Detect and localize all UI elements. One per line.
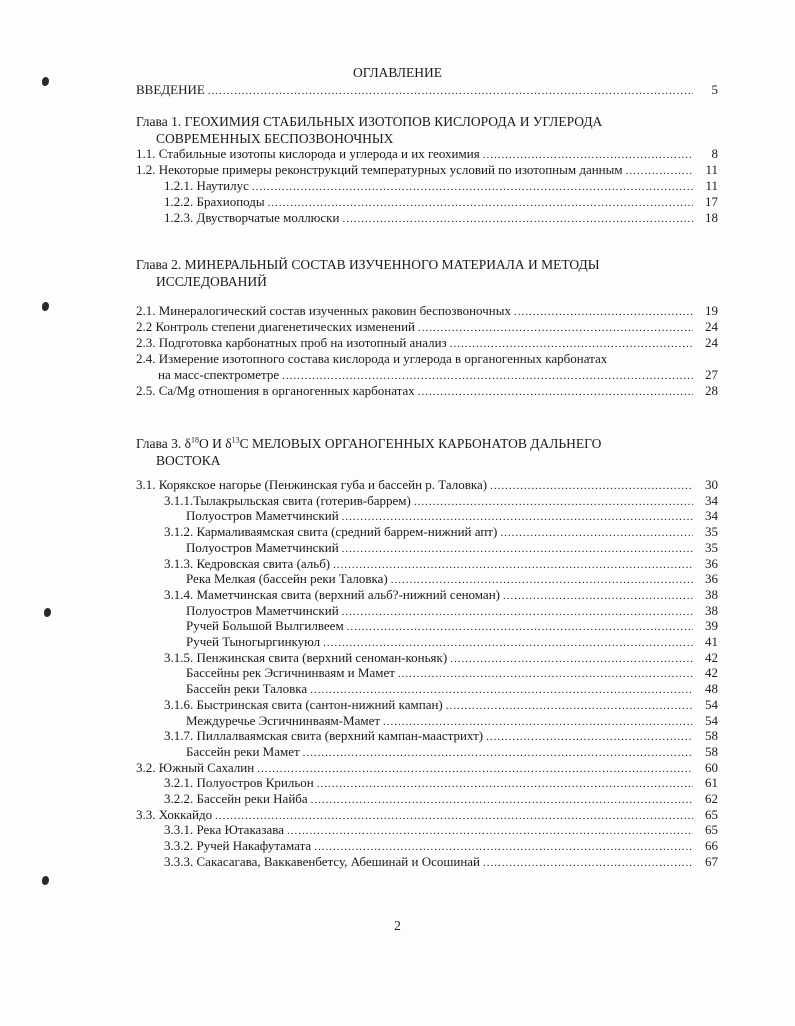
toc-entry-label: Ручей Тыногыргинкуюл: [186, 634, 321, 649]
toc-page-number: 35: [705, 539, 718, 555]
chapter-heading-line: Глава 2. МИНЕРАЛЬНЫЙ СОСТАВ ИЗУЧЕННОГО МАТЕРИАЛА И МЕТОДЫ: [136, 257, 600, 272]
toc-entry[interactable]: [164, 791, 718, 808]
toc-page-number: 5: [711, 82, 718, 97]
toc-leader: [317, 776, 693, 792]
toc-entry[interactable]: [136, 303, 718, 320]
toc-leader: [282, 368, 693, 384]
chapter-heading-line: СОВРЕМЕННЫХ БЕСПОЗВОНОЧНЫХ: [156, 131, 394, 146]
toc-entry-label: 2.5. Ca/Mg отношения в органогенных карбонатах: [136, 383, 415, 398]
toc-page-number: 39: [705, 618, 718, 634]
toc-page-number: 41: [705, 634, 718, 649]
toc-entry-label: 3.1.1.Тылакрыльская свита (готерив-баррем): [164, 492, 411, 508]
toc-leader: [215, 808, 693, 824]
toc-page-number: 54: [705, 712, 718, 728]
toc-leader: [483, 855, 693, 871]
toc-entry-label: 3.1.3. Кедровская свита (альб): [164, 555, 331, 571]
toc-page-number: 36: [705, 571, 718, 587]
chapter-heading-line: Глава 1. ГЕОХИМИЯ СТАБИЛЬНЫХ ИЗОТОПОВ КИСЛОРОДА И УГЛЕРОДА: [136, 114, 603, 129]
toc-page-number: 27: [705, 367, 718, 382]
toc-page-number: 58: [705, 743, 718, 759]
page-title: ОГЛАВЛЕНИЕ: [352, 65, 443, 80]
toc-leader: [303, 745, 693, 761]
toc-entry-label: Полуостров Маметчинский: [186, 602, 339, 618]
toc-entry[interactable]: [186, 665, 718, 682]
toc-entry-label: 3.3.1. Река Ютаказава: [164, 822, 284, 838]
toc-page-number: 48: [705, 681, 718, 697]
toc-leader: [398, 666, 693, 682]
toc-page-number: 18: [705, 210, 718, 225]
toc-entry[interactable]: [136, 162, 718, 179]
toc-entry[interactable]: [164, 178, 718, 195]
toc-leader: [383, 714, 693, 730]
toc-leader: [314, 839, 693, 855]
toc-entry[interactable]: [164, 650, 718, 667]
chapter-heading-line: ВОСТОКА: [156, 452, 221, 468]
toc-entry[interactable]: [186, 713, 718, 730]
toc-page-number: 62: [705, 791, 718, 806]
toc-leader: [287, 823, 693, 839]
toc-leader: [257, 761, 693, 777]
toc-page-number: 17: [705, 194, 718, 209]
toc-page-number: 65: [705, 806, 718, 822]
toc-page-number: 38: [705, 586, 718, 602]
toc-page-number: 60: [705, 759, 718, 775]
toc-entry[interactable]: [164, 854, 718, 871]
chapter-heading-line: ИССЛЕДОВАНИЙ: [156, 274, 267, 289]
toc-leader: [450, 336, 693, 352]
toc-entry[interactable]: [136, 335, 718, 352]
toc-entry[interactable]: [164, 524, 718, 541]
toc-leader: [252, 179, 693, 195]
toc-page-number: 36: [705, 555, 718, 571]
toc-entry[interactable]: [136, 760, 718, 777]
toc-page-number: 8: [711, 146, 718, 161]
toc-entry-label: 3.1.5. Пенжинская свита (верхний сеноман-коньяк): [164, 649, 448, 665]
toc-entry[interactable]: [186, 634, 718, 651]
toc-entry-label: 3.3. Хоккайдо: [136, 806, 213, 822]
toc-entry-label: 3.2. Южный Сахалин: [136, 759, 255, 775]
chapter-3-heading[interactable]: [136, 431, 696, 469]
toc-entry[interactable]: [164, 556, 718, 573]
toc-entry[interactable]: [164, 697, 718, 714]
toc-entry[interactable]: [136, 383, 718, 400]
chapter-heading-line: Глава 3. $\delta^{18}O$ И $\delta^{13}C$ МЕЛОВЫХ ОРГАНОГЕННЫХ КАРБОНАТОВ ДАЛЬНЕГО: [136, 435, 602, 451]
toc-entry[interactable]: [186, 681, 718, 698]
toc-page-number: 66: [705, 838, 718, 854]
toc-page-number: 67: [705, 853, 718, 869]
chapter-2-heading[interactable]: [136, 256, 696, 290]
chapter-1-heading[interactable]: [136, 113, 696, 147]
toc-leader: [342, 509, 693, 525]
toc-entry-intro[interactable]: [136, 82, 718, 99]
toc-entry[interactable]: [164, 838, 718, 855]
page-number: 2: [394, 918, 401, 933]
toc-entry-label: 3.1.4. Маметчинская свита (верхний альб?-нижний сеноман): [164, 586, 500, 602]
toc-leader: [490, 478, 693, 494]
toc-page-number: 28: [705, 383, 718, 398]
toc-entry[interactable]: [164, 210, 718, 227]
toc-leader: [310, 682, 693, 698]
toc-entry[interactable]: [136, 146, 718, 163]
toc-page-number: 61: [705, 775, 718, 791]
toc-entry-label: Полуостров Маметчинский: [186, 508, 339, 524]
toc-entry-label: 3.1.6. Быстринская свита (сантон-нижний кампан): [164, 696, 443, 712]
toc-leader: [342, 541, 693, 557]
toc-page-number: 38: [705, 602, 718, 618]
toc-page-number: 19: [705, 303, 718, 318]
toc-entry-continuation[interactable]: [158, 367, 718, 384]
toc-entry-label: 1.2.3. Двустворчатые моллюски: [164, 210, 340, 225]
toc-leader: [500, 525, 693, 541]
toc-entry[interactable]: [164, 493, 718, 510]
toc-entry-label: 1.2.2. Брахиоподы: [164, 194, 265, 209]
toc-entry-label: 1.2.1. Наутилус: [164, 178, 249, 193]
toc-entry[interactable]: [164, 587, 718, 604]
toc-entry[interactable]: [164, 822, 718, 839]
binder-hole: [42, 876, 49, 885]
toc-leader: [333, 557, 693, 573]
toc-leader: [342, 211, 693, 227]
toc-entry-label: Бассейны рек Эсгичнинваям и Мамет: [186, 665, 395, 681]
toc-page-number: 42: [705, 649, 718, 665]
toc-page-number: 11: [705, 178, 718, 193]
toc-leader: [503, 588, 693, 604]
toc-entry-label: ВВЕДЕНИЕ: [136, 82, 205, 97]
toc-leader: [414, 494, 693, 510]
toc-entry-label: Полуостров Маметчинский: [186, 539, 339, 555]
toc-leader: [626, 163, 693, 179]
toc-page-number: 34: [705, 492, 718, 508]
toc-entry-label: 2.1. Минералогический состав изученных раковин беспозвоночных: [136, 303, 511, 318]
toc-page-number: 58: [705, 728, 718, 744]
toc-leader: [208, 83, 693, 99]
toc-entry[interactable]: [186, 508, 718, 525]
toc-page-number: 24: [705, 335, 718, 350]
toc-entry[interactable]: [136, 477, 718, 494]
toc-leader: [311, 792, 693, 808]
toc-entry-label: 2.4. Измерение изотопного состава кислорода и углерода в органогенных карбонатах: [136, 351, 608, 366]
toc-leader: [483, 147, 693, 163]
toc-entry-label: Междуречье Эсгичнинваям-Мамет: [186, 712, 381, 728]
toc-entry-label: 3.2.1. Полуостров Крильон: [164, 775, 314, 791]
toc-page-number: 42: [705, 665, 718, 681]
toc-leader: [323, 635, 693, 651]
toc-entry-label: 3.1.2. Кармаливаямская свита (средний баррем-нижний апт): [164, 524, 498, 540]
toc-entry-label: 1.1. Стабильные изотопы кислорода и углерода и их геохимия: [136, 146, 480, 161]
toc-leader: [342, 604, 693, 620]
toc-leader: [347, 619, 693, 635]
toc-entry[interactable]: [186, 618, 718, 635]
toc-entry[interactable]: [136, 319, 718, 336]
toc-entry[interactable]: [186, 603, 718, 620]
toc-entry-label: 3.1.7. Пиллалваямская свита (верхний кампан-маастрихт): [164, 728, 484, 744]
toc-entry[interactable]: [186, 540, 718, 557]
toc-leader: [514, 304, 693, 320]
toc-entry-label: 2.3. Подготовка карбонатных проб на изотопный анализ: [136, 335, 447, 350]
toc-entry[interactable]: [136, 807, 718, 824]
toc-page-number: 30: [705, 477, 718, 492]
toc-page-number: 34: [705, 508, 718, 524]
toc-entry-label: Бассейн реки Мамет: [186, 743, 300, 759]
toc-leader: [450, 651, 693, 667]
toc-entry[interactable]: [164, 775, 718, 792]
toc-entry-label: 3.3.2. Ручей Накафутамата: [164, 838, 312, 854]
toc-entry-label: 2.2 Контроль степени диагенетических изменений: [136, 319, 415, 334]
toc-entry-label: 3.3.3. Сакасагава, Ваккавенбетсу, Абешинай и Осошинай: [164, 853, 481, 869]
toc-leader: [446, 698, 693, 714]
toc-entry-label: Ручей Большой Вылгилвеем: [186, 618, 344, 634]
toc-page-number: 24: [705, 319, 718, 334]
binder-hole: [44, 608, 51, 617]
toc-leader: [391, 572, 693, 588]
toc-entry[interactable]: [164, 194, 718, 211]
binder-hole: [42, 302, 49, 311]
toc-leader: [418, 320, 693, 336]
toc-entry-label: Река Мелкая (бассейн реки Таловка): [186, 571, 388, 587]
toc-page-number: 11: [705, 162, 718, 177]
toc-entry[interactable]: [136, 351, 718, 367]
toc-entry[interactable]: [164, 728, 718, 745]
toc-entry-label: на масс-спектрометре: [158, 367, 280, 382]
toc-entry[interactable]: [186, 571, 718, 588]
toc-leader: [486, 729, 693, 745]
toc-entry-label: 3.2.2. Бассейн реки Найба: [164, 791, 308, 806]
toc-entry-label: 3.1. Корякское нагорье (Пенжинская губа и бассейн р. Таловка): [136, 477, 488, 492]
toc-page-number: 35: [705, 524, 718, 540]
toc-leader: [268, 195, 693, 211]
toc-entry-label: Бассейн реки Таловка: [186, 681, 308, 697]
toc-entry-label: 1.2. Некоторые примеры реконструкций температурных условий по изотопным данным: [136, 162, 623, 177]
toc-page-number: 65: [705, 822, 718, 838]
toc-entry[interactable]: [186, 744, 718, 761]
toc-page-number: 54: [705, 696, 718, 712]
toc-leader: [418, 384, 693, 400]
